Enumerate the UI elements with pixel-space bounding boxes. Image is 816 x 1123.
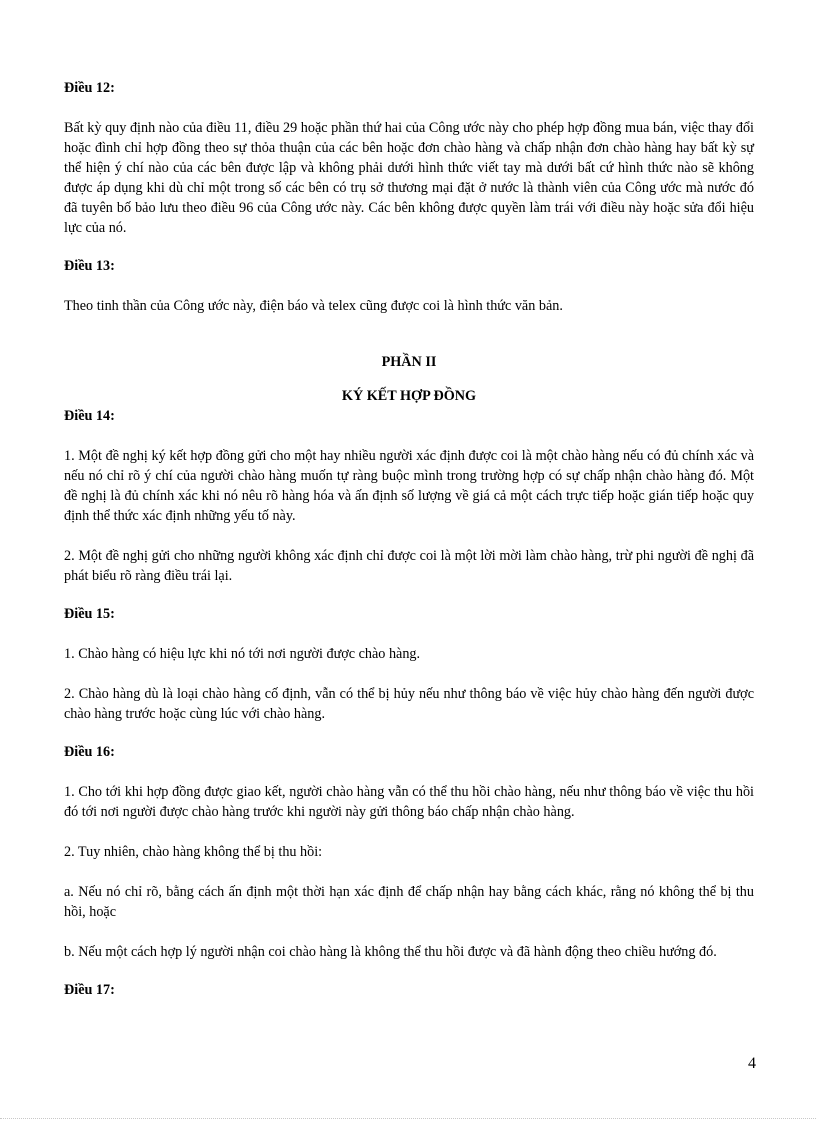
- article-15-paragraph-1: 1. Chào hàng có hiệu lực khi nó tới nơi người được chào hàng.: [64, 646, 421, 662]
- article-12-paragraph: Bất kỳ quy định nào của điều 11, điều 29 hoặc phần thứ hai của Công ước này cho phép hợp đồng mua bán, việc thay đổi hoặc đình chỉ hợp đồng theo sự thỏa thuận của các bên hoặc đơn chào hàng và chấp nhận đơn chào hàng hay bất kỳ sự thể hiện ý chí nào của các bên được lập và không phải dưới hình thức viết tay mà dưới bất cứ hình thức nào sẽ không được áp dụng khi dù chỉ một trong số các bên có trụ sở thương mại đặt ở nước là thành viên của Công ước mà nước đó đã tuyên bố bảo lưu theo điều 96 của Công ước này. Các bên không được quyền làm trái với điều này hoặc sửa đổi hiệu lực của nó.: [64, 120, 754, 236]
- article-13-heading: Điều 13:: [64, 258, 115, 274]
- article-16-paragraph-1: 1. Cho tới khi hợp đồng được giao kết, người chào hàng vẫn có thể thu hồi chào hàng, nếu như thông báo về việc thu hồi đó tới nơi người được chào hàng trước khi người này gửi thông báo chấp nhận chào hàng.: [64, 784, 754, 820]
- page-number: 4: [748, 1055, 756, 1072]
- article-16-heading: Điều 16:: [64, 744, 115, 760]
- article-15-paragraph-2: 2. Chào hàng dù là loại chào hàng cố định, vẫn có thể bị hủy nếu như thông báo về việc hủy chào hàng đến người được chào hàng trước hoặc cùng lúc với chào hàng.: [64, 686, 754, 722]
- article-14-paragraph-2: 2. Một đề nghị gửi cho những người không xác định chỉ được coi là một lời mời làm chào hàng, trừ phi người đề nghị đã phát biểu rõ ràng điều trái lại.: [64, 548, 754, 584]
- article-14-paragraph-1: 1. Một đề nghị ký kết hợp đồng gửi cho một hay nhiều người xác định được coi là một chào hàng nếu có đủ chính xác và nếu nó chỉ rõ ý chí của người chào hàng muốn tự ràng buộc mình trong trường hợp có sự chấp nhận chào hàng đó. Một đề nghị là đủ chính xác khi nó nêu rõ hàng hóa và ấn định số lượng về giá cả một cách trực tiếp hoặc gián tiếp hoặc quy định thể thức xác định những yếu tố này.: [64, 448, 754, 524]
- article-16-item-b: b. Nếu một cách hợp lý người nhận coi chào hàng là không thể thu hồi được và đã hành động theo chiều hướng đó.: [64, 944, 717, 960]
- article-17-heading: Điều 17:: [64, 982, 115, 998]
- part-title: PHẦN II: [381, 354, 437, 370]
- article-16-paragraph-2: 2. Tuy nhiên, chào hàng không thể bị thu hồi:: [64, 844, 323, 860]
- article-16-item-a: a. Nếu nó chỉ rõ, bằng cách ấn định một thời hạn xác định để chấp nhận hay bằng cách khác, rằng nó không thể bị thu hồi, hoặc: [64, 884, 754, 920]
- article-13-paragraph: Theo tinh thần của Công ước này, điện báo và telex cũng được coi là hình thức văn bản.: [64, 298, 563, 314]
- page-bottom-divider: [0, 1118, 816, 1119]
- article-14-heading: Điều 14:: [64, 408, 115, 424]
- document-body: [64, 78, 754, 1000]
- part-subtitle: KÝ KẾT HỢP ĐỒNG: [341, 388, 477, 404]
- article-12-heading: Điều 12:: [64, 80, 115, 96]
- article-15-heading: Điều 15:: [64, 606, 115, 622]
